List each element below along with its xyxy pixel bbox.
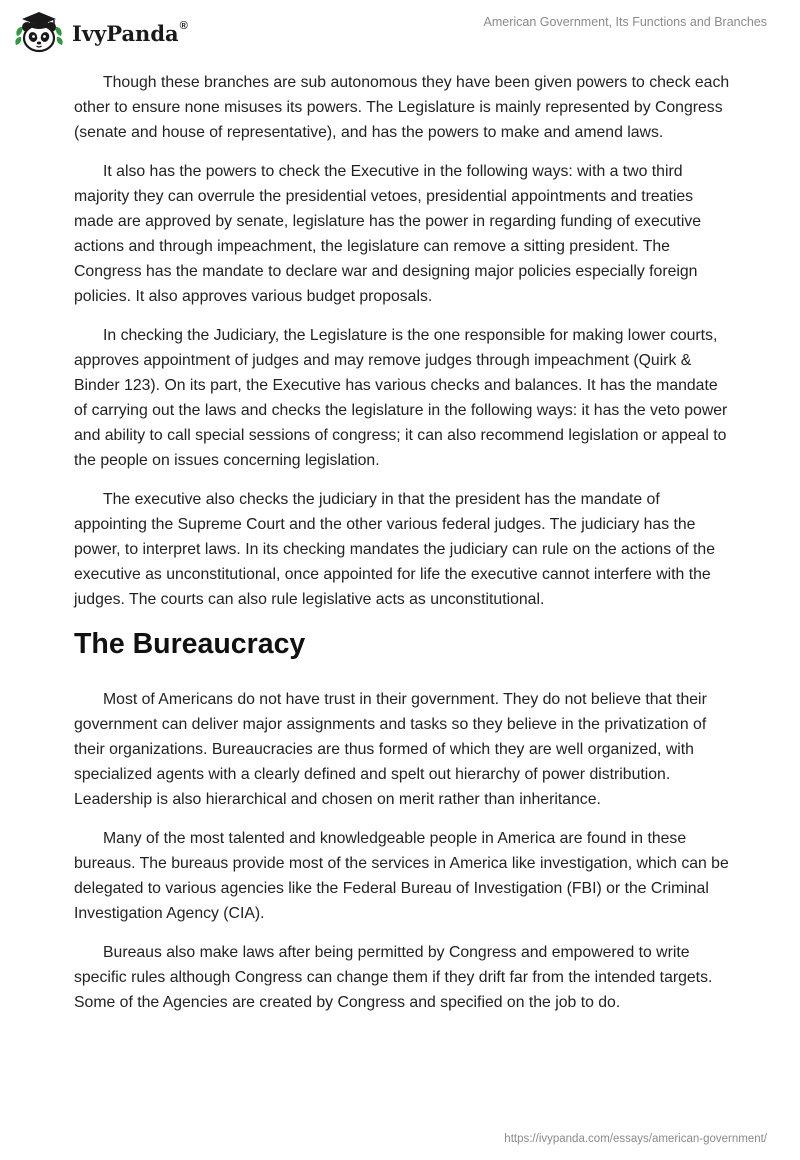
brand-text: IvyPanda (72, 20, 179, 46)
source-url[interactable]: https://ivypanda.com/essays/american-government/ (504, 1133, 767, 1145)
trademark-mark: ® (179, 19, 188, 32)
page-header (0, 0, 800, 60)
ivypanda-logo[interactable] (14, 8, 188, 54)
paragraph: The executive also checks the judiciary in that the president has the mandate of appointing the Supreme Court and the other various federal judges. The judiciary has the power, to interpret laws. In its checking mandates the judiciary can rule on the actions of the executive as unconstitutional, once appointed for life the executive cannot interfere with the judges. The courts can also rule legislative acts as unconstitutional. (74, 491, 716, 608)
paragraph: Many of the most talented and knowledgeable people in America are found in these bureaus. The bureaus provide most of the services in America like investigation, which can be delegated to various agencies like the Federal Bureau of Investigation (FBI) or the Criminal Investigation Agency (CIA). (74, 830, 729, 922)
paragraph: Though these branches are sub autonomous they have been given powers to check each other to ensure none misuses its powers. The Legislature is mainly represented by Congress (senate and house of representative), and has the powers to make and amend laws. (74, 74, 730, 141)
paragraph: It also has the powers to check the Executive in the following ways: with a two third majority they can overrule the presidential vetoes, presidential appointments and treaties made are approved by senate, legislature has the power in regarding funding of executive actions and through impeachment, the legislature can remove a sitting president. The Congress has the mandate to declare war and designing major policies especially foreign policies. It also approves various budget proposals. (74, 163, 702, 305)
brand-name (72, 21, 188, 46)
panda-graduate-icon (14, 8, 64, 54)
document-title: American Government, Its Functions and Branches (483, 15, 767, 29)
paragraph: Most of Americans do not have trust in their government. They do not believe that their government can deliver major assignments and tasks so they believe in the privatization of their organizations. Bureaucracies are thus formed of which they are well organized, with specialized agents with a clearly defined and spelt out hierarchy of power distribution. Leadership is also hierarchical and chosen on merit rather than inheritance. (74, 691, 707, 808)
paragraph: Bureaus also make laws after being permitted by Congress and empowered to write specific rules although Congress can change them if they drift far from the intended targets. Some of the Agencies are created by Congress and specified on the job to do. (74, 944, 713, 1011)
section-heading: The Bureaucracy (74, 628, 306, 660)
essay-body (74, 70, 730, 1029)
paragraph: In checking the Judiciary, the Legislature is the one responsible for making lower courts, approves appointment of judges and may remove judges through impeachment (Quirk & Binder 123). On its part, the Executive has various checks and balances. It has the mandate of carrying out the laws and checks the legislature in the following ways: it has the veto power and ability to call special sessions of congress; it can also recommend legislation or appeal to the people on issues concerning legislation. (74, 327, 728, 469)
